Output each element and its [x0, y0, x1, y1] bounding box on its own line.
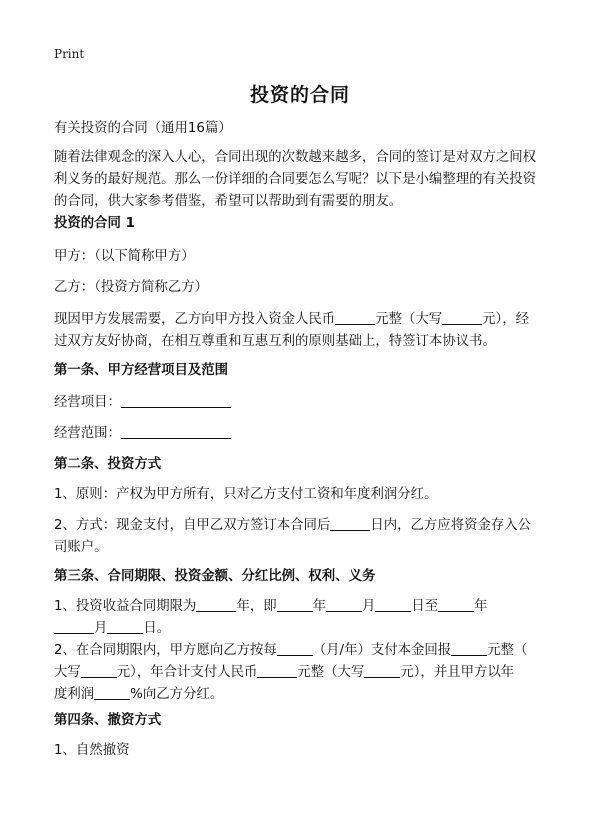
- term-text-6: 年: [474, 599, 488, 614]
- article-3-term: [54, 596, 550, 640]
- article-2-principle: 1、原则：产权为甲方所有，只对乙方支付工资和年度利润分红。: [54, 487, 438, 502]
- business-scope-blank: [121, 424, 231, 439]
- article-3-payment-line-3: [54, 684, 550, 706]
- business-scope-label: 经营范围：: [54, 426, 121, 441]
- start-year-blank: [277, 597, 313, 612]
- business-project-line: [54, 392, 550, 414]
- article-2-method-line-2: 司账户。: [54, 540, 108, 555]
- preamble-text-1: 现因甲方发展需要，乙方向甲方投入资金人民币: [54, 312, 336, 327]
- intro-line-2: 利义务的最好规范。那么一份详细的合同要怎么写呢？以下是小编整理的有关投资: [54, 172, 537, 187]
- article-2-heading: 第二条、投资方式: [54, 457, 162, 472]
- amount-words-blank: [442, 310, 482, 325]
- contract-heading: 投资的合同 1: [54, 216, 135, 231]
- party-a-line: 甲方：（以下简称甲方）: [54, 249, 195, 264]
- term-text-8: 日。: [143, 621, 171, 636]
- preamble-text-2: 元整（大写: [375, 312, 443, 327]
- annual-total-blank: [257, 663, 297, 678]
- intro-line-1: 随着法律观念的深入人心，合同出现的次数越来越多，合同的签订是对双方之间权: [54, 150, 537, 165]
- article-2-method-line-1: [54, 515, 550, 537]
- article-1-heading: 第一条、甲方经营项目及范围: [54, 363, 229, 378]
- end-year-blank: [438, 597, 474, 612]
- period-blank: [277, 641, 313, 656]
- return-amount-blank: [451, 641, 487, 656]
- article-3-heading: 第三条、合同期限、投资金额、分红比例、权利、义务: [54, 569, 376, 584]
- party-b-line: 乙方：（投资方简称乙方）: [54, 280, 208, 295]
- payment-text-1: 2、在合同期限内，甲方愿向乙方按每: [54, 643, 277, 658]
- days-blank: [330, 516, 370, 531]
- term-text-5: 日至: [411, 599, 439, 614]
- preamble-line-1: [54, 309, 550, 331]
- article-2-method: [54, 515, 550, 559]
- start-month-blank: [326, 597, 362, 612]
- document-title: 投资的合同: [249, 84, 350, 106]
- article-3-term-line-2: [54, 618, 550, 640]
- payment-text-9: %向乙方分红。: [130, 687, 224, 702]
- preamble-line-2: 过双方友好协商，在相互尊重和互惠互利的原则基础上，特签订本协议书。: [54, 334, 496, 349]
- article-3-payment-line-1: [54, 640, 550, 662]
- profit-percent-blank: [94, 685, 130, 700]
- method-text-1: 2、方式：现金支付，自甲乙双方签订本合同后: [54, 518, 331, 533]
- article-3-payment: [54, 640, 550, 706]
- term-text-3: 年: [312, 599, 326, 614]
- term-text-1: 1、投资收益合同期限为: [54, 599, 197, 614]
- end-month-blank: [54, 619, 94, 634]
- business-project-label: 经营项目：: [54, 395, 121, 410]
- article-4-heading: 第四条、撤资方式: [54, 713, 162, 728]
- print-link[interactable]: Print: [54, 47, 85, 61]
- article-3-payment-line-2: [54, 662, 550, 684]
- payment-text-4: 大写: [54, 665, 81, 680]
- payment-text-3: 元整（: [487, 643, 528, 658]
- article-4-item-1: 1、自然撤资: [54, 743, 130, 758]
- term-text-2: 年，即: [236, 599, 277, 614]
- preamble-paragraph: [54, 309, 550, 353]
- end-day-blank: [107, 619, 143, 634]
- term-text-7: 月: [94, 621, 108, 636]
- article-3-term-line-1: [54, 596, 550, 618]
- start-day-blank: [375, 597, 411, 612]
- payment-text-5: 元），年合计支付人民币: [116, 665, 258, 680]
- business-scope-line: [54, 423, 550, 445]
- business-project-blank: [121, 393, 231, 408]
- term-text-4: 月: [362, 599, 376, 614]
- annual-total-words-blank: [364, 663, 400, 678]
- preamble-text-3: 元），经: [482, 312, 530, 327]
- payment-text-6: 元整（大写: [297, 665, 365, 680]
- intro-line-3: 的合同，供大家参考借鉴，希望可以帮助到有需要的朋友。: [54, 194, 403, 209]
- intro-paragraph: [54, 147, 550, 213]
- payment-text-2: （月/年）支付本金回报: [312, 643, 452, 658]
- document-subtitle: 有关投资的合同（通用16篇）: [54, 121, 232, 136]
- payment-text-8: 度利润: [54, 687, 95, 702]
- term-years-blank: [196, 597, 236, 612]
- amount-blank: [335, 310, 375, 325]
- payment-text-7: 元），并且甲方以年: [400, 665, 515, 680]
- method-text-2: 日内，乙方应将资金存入公: [370, 518, 532, 533]
- return-words-blank: [81, 663, 117, 678]
